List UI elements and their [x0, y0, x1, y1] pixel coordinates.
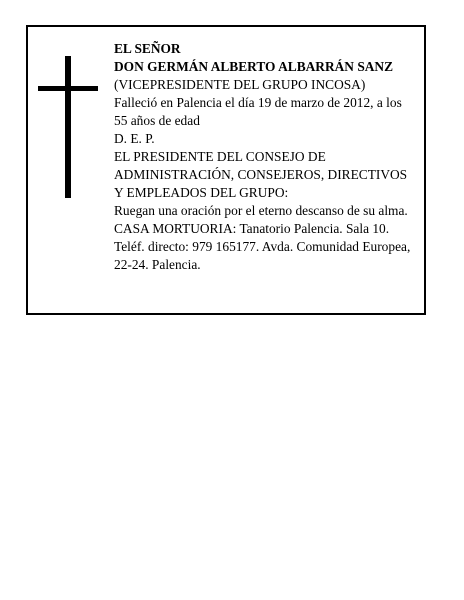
funeral-home: CASA MORTUORIA: Tanatorio Palencia. Sala 10.: [114, 221, 390, 236]
cross-horizontal-bar: [38, 86, 98, 91]
death-details-line-2: 55 años de edad: [114, 113, 200, 128]
death-details-line-1: Falleció en Palencia el día 19 de marzo de 2012, a los: [114, 95, 402, 110]
mourners-line-2: ADMINISTRACIÓN, CONSEJEROS, DIRECTIVOS: [114, 167, 408, 182]
prayer-request: Ruegan una oración por el eterno descanso de su alma.: [114, 203, 408, 218]
obituary-notice: [26, 25, 426, 315]
contact-line-1: Teléf. directo: 979 165177. Avda. Comunidad Europea,: [114, 239, 411, 254]
deceased-name: DON GERMÁN ALBERTO ALBARRÁN SANZ: [114, 59, 394, 74]
obituary-text: [114, 40, 426, 274]
mourners-line-3: Y EMPLEADOS DEL GRUPO:: [114, 185, 289, 200]
deceased-position: (VICEPRESIDENTE DEL GRUPO INCOSA): [114, 77, 366, 92]
cross-icon: [38, 56, 98, 198]
mourners-line-1: EL PRESIDENTE DEL CONSEJO DE: [114, 149, 326, 164]
heading: EL SEÑOR: [114, 41, 181, 56]
contact-line-2: 22-24. Palencia.: [114, 257, 201, 272]
rip-text: D. E. P.: [114, 131, 155, 146]
cross-vertical-bar: [65, 56, 71, 198]
